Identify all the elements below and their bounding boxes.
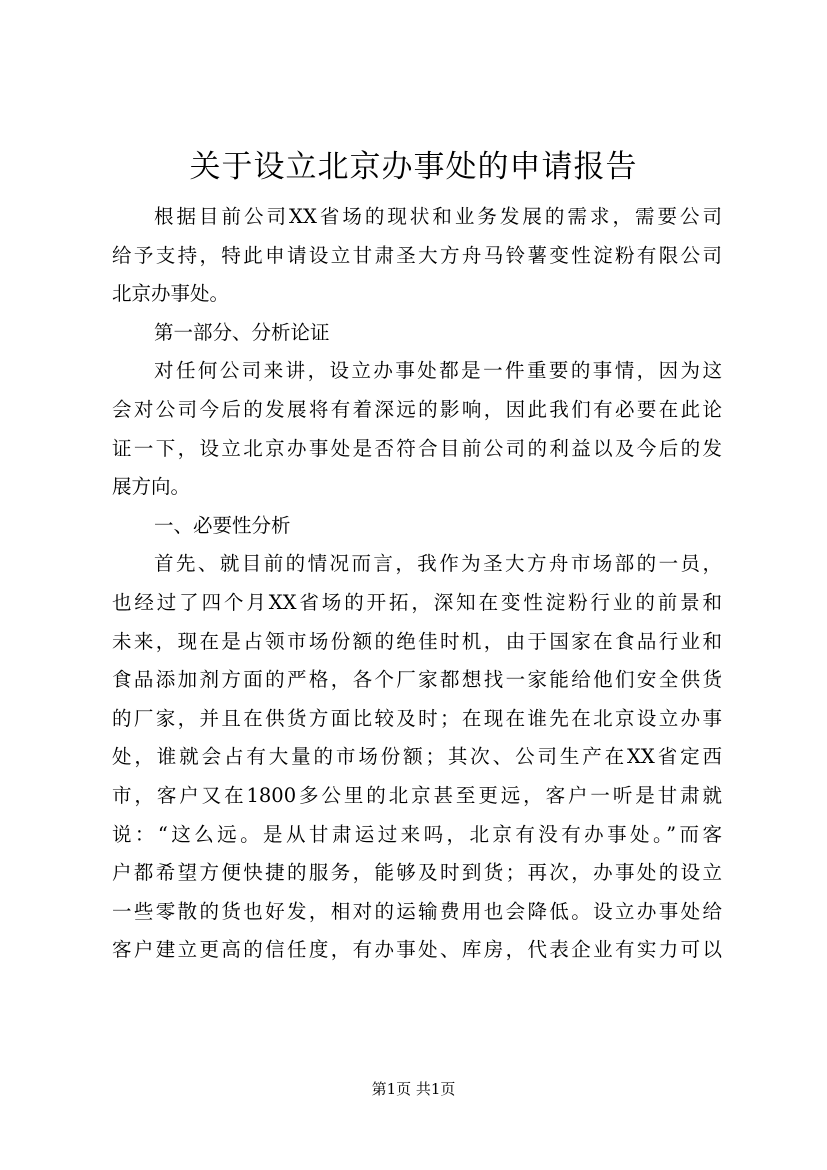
page-footer: 第1页 共1页 xyxy=(371,1080,456,1098)
body-line: 证一下，设立北京办事处是否符合目前公司的利益以及今后的发 xyxy=(112,436,722,460)
body-line: 给予支持，特此申请设立甘肃圣大方舟马铃薯变性淀粉有限公司 xyxy=(112,243,722,267)
section-heading: 第一部分、分析论证 xyxy=(154,320,330,344)
body-line: 的厂家，并且在供货方面比较及时；在现在谁先在北京设立办事 xyxy=(112,706,722,730)
body-line: 说：“这么远。是从甘肃运过来吗，北京有没有办事处。”而客 xyxy=(112,822,722,846)
body-line: 市，客户又在1800多公里的北京甚至更远，客户一听是甘肃就 xyxy=(112,783,722,807)
body-line: 未来，现在是占领市场份额的绝佳时机，由于国家在食品行业和 xyxy=(112,629,722,653)
document-body xyxy=(112,198,722,970)
body-line: 根据目前公司XX省场的现状和业务发展的需求，需要公司 xyxy=(154,205,722,228)
body-line: 客户建立更高的信任度，有办事处、库房，代表企业有实力可以 xyxy=(112,938,722,962)
body-line: 户都希望方便快捷的服务，能够及时到货；再次，办事处的设立 xyxy=(112,861,722,885)
body-line: 北京办事处。 xyxy=(112,282,230,306)
body-line: 会对公司今后的发展将有着深远的影响，因此我们有必要在此论 xyxy=(112,397,722,421)
body-line: 处，谁就会占有大量的市场份额；其次、公司生产在XX省定西 xyxy=(112,745,722,769)
body-line: 展方向。 xyxy=(112,475,191,499)
document-title: 关于设立北京办事处的申请报告 xyxy=(189,149,638,185)
body-line: 对任何公司来讲，设立办事处都是一件重要的事情，因为这 xyxy=(154,359,722,383)
body-line: 一些零散的货也好发，相对的运输费用也会降低。设立办事处给 xyxy=(112,899,722,923)
subsection-heading: 一、必要性分析 xyxy=(154,513,291,537)
body-line: 也经过了四个月XX省场的开拓，深知在变性淀粉行业的前景和 xyxy=(112,590,722,614)
body-line: 食品添加剂方面的严格，各个厂家都想找一家能给他们安全供货 xyxy=(112,668,722,692)
body-line: 首先、就目前的情况而言，我作为圣大方舟市场部的一员， xyxy=(154,552,722,576)
